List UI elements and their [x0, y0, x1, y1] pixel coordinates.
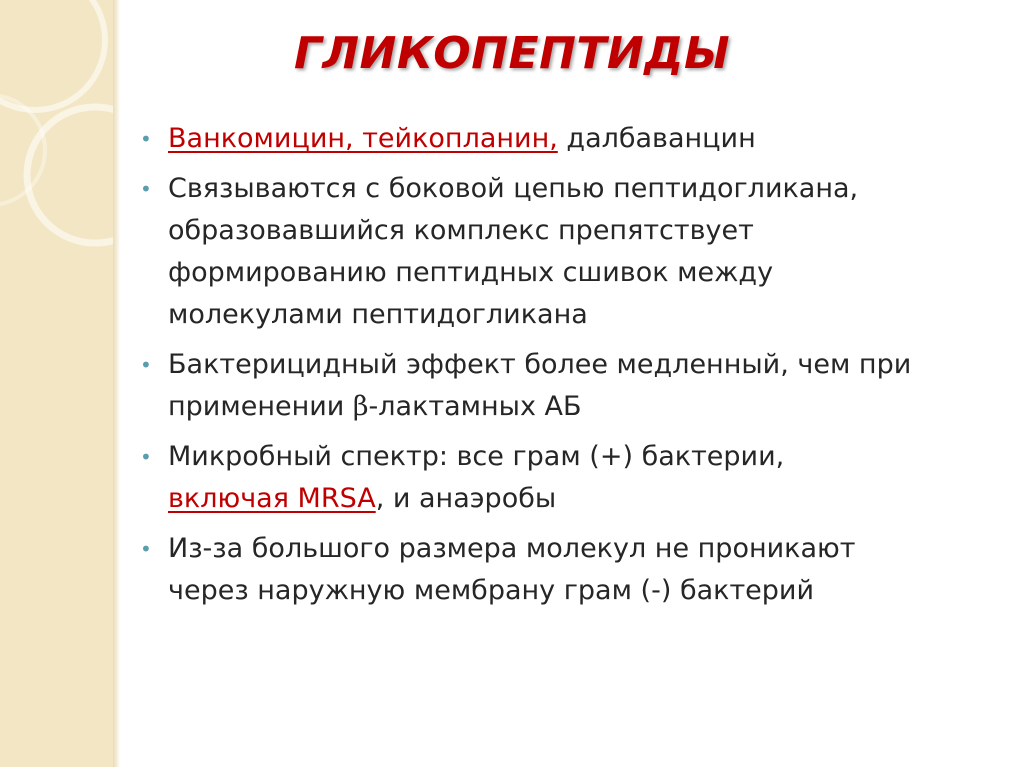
- list-item-text: далбаванцин: [557, 123, 756, 154]
- bullet-icon: •: [140, 127, 152, 151]
- list-item-line: через наружную мембрану грам (-) бактерий: [168, 575, 815, 606]
- bullet-icon: •: [140, 353, 152, 377]
- list-item: [140, 528, 1010, 612]
- bullet-icon: •: [140, 177, 152, 201]
- list-item: [140, 118, 1010, 160]
- bullet-icon: •: [140, 537, 152, 561]
- bullet-list: [140, 118, 1010, 620]
- list-item-line: образовавшийся комплекс препятствует: [168, 215, 754, 246]
- list-item-line: молекулами пептидогликана: [168, 299, 588, 330]
- list-item-line: Микробный спектр: все грам (+) бактерии,: [168, 441, 785, 472]
- decorative-side-band: [0, 0, 113, 767]
- side-band-edge: [113, 0, 120, 767]
- list-item-line: формированию пептидных сшивок между: [168, 257, 774, 288]
- list-item-text: , и анаэробы: [375, 483, 557, 514]
- beta-symbol: β: [352, 391, 369, 422]
- mrsa-link[interactable]: включая MRSA: [168, 483, 376, 514]
- list-item: [140, 436, 1010, 520]
- slide-title: ГЛИКОПЕПТИДЫ: [293, 28, 731, 79]
- list-item-line: Бактерицидный эффект более медленный, чем при: [168, 349, 912, 380]
- list-item: [140, 344, 1010, 428]
- drug-names-link[interactable]: Ванкомицин, тейкопланин,: [168, 123, 558, 154]
- bullet-icon: •: [140, 445, 152, 469]
- list-item: [140, 168, 1010, 336]
- list-item-text: -лактамных АБ: [368, 391, 582, 422]
- list-item-text: применении: [168, 391, 353, 422]
- list-item-line: Из-за большого размера молекул не проникают: [168, 533, 856, 564]
- list-item-line: Связываются с боковой цепью пептидогликана,: [168, 173, 859, 204]
